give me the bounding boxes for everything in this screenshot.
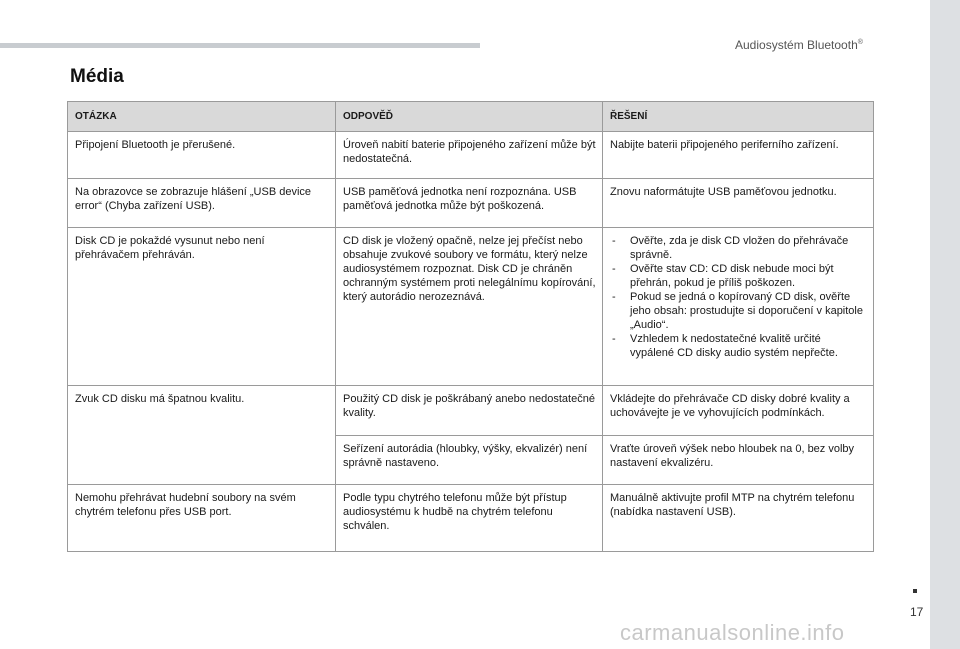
table-row	[68, 386, 874, 436]
side-margin-bar	[930, 0, 960, 649]
table-row	[68, 179, 874, 228]
table-row	[68, 485, 874, 552]
question-cell: Na obrazovce se zobrazuje hlášení „USB device error“ (Chyba zařízení USB).	[68, 179, 336, 228]
page-number: 17	[910, 605, 924, 619]
column-header-question: OTÁZKA	[68, 102, 336, 132]
solution-list	[610, 234, 867, 360]
question-cell: Nemohu přehrávat hudební soubory na svém chytrém telefonu přes USB port.	[68, 485, 336, 552]
solution-list-item: - Ověřte stav CD: CD disk nebude moci být přehrán, pokud je příliš poškozen.	[610, 262, 867, 290]
solution-list-item: - Vzhledem k nedostatečné kvalitě určité vypálené CD disky audio systém nepřečte.	[610, 332, 867, 360]
faq-table	[67, 101, 874, 552]
solution-cell: Manuálně aktivujte profil MTP na chytrém telefonu (nabídka nastavení USB).	[603, 485, 874, 552]
question-cell: Zvuk CD disku má špatnou kvalitu.	[68, 386, 336, 485]
top-accent-bar	[0, 43, 480, 48]
header-title-text: Audiosystém Bluetooth	[735, 38, 858, 52]
answer-cell: Použitý CD disk je poškrábaný anebo nedostatečné kvality.	[336, 386, 603, 436]
question-cell: Disk CD je pokaždé vysunut nebo není přehrávačem přehráván.	[68, 228, 336, 386]
solution-cell	[603, 228, 874, 386]
question-cell: Připojení Bluetooth je přerušené.	[68, 132, 336, 179]
answer-cell: USB paměťová jednotka není rozpoznána. USB paměťová jednotka může být poškozená.	[336, 179, 603, 228]
column-header-answer: ODPOVĚĎ	[336, 102, 603, 132]
column-header-solution: ŘEŠENÍ	[603, 102, 874, 132]
answer-cell: Seřízení autorádia (hloubky, výšky, ekvalizér) není správně nastaveno.	[336, 436, 603, 485]
table-row	[68, 132, 874, 179]
solution-list-item: - Pokud se jedná o kopírovaný CD disk, ověřte jeho obsah: prostudujte si doporučení v kapitole „Audio“.	[610, 290, 867, 332]
answer-cell: Podle typu chytrého telefonu může být přístup audiosystému k hudbě na chytrém telefonu schválen.	[336, 485, 603, 552]
section-title: Média	[70, 66, 124, 87]
table-header-row	[68, 102, 874, 132]
table-row	[68, 228, 874, 386]
solution-cell: Nabijte baterii připojeného periferního zařízení.	[603, 132, 874, 179]
answer-cell: CD disk je vložený opačně, nelze jej přečíst nebo obsahuje zvukové soubory ve formátu, který nelze audiosystémem rozpoznat. Disk CD je chráněn ochranným systémem proti nelegálnímu kopírování, který autorádio nerozeznává.	[336, 228, 603, 386]
page-marker	[913, 589, 917, 593]
solution-list-item: - Ověřte, zda je disk CD vložen do přehrávače správně.	[610, 234, 867, 262]
solution-cell: Znovu naformátujte USB paměťovou jednotku.	[603, 179, 874, 228]
answer-cell: Úroveň nabití baterie připojeného zařízení může být nedostatečná.	[336, 132, 603, 179]
solution-cell: Vkládejte do přehrávače CD disky dobré kvality a uchovávejte je ve vyhovujících podmínkách.	[603, 386, 874, 436]
solution-cell: Vraťte úroveň výšek nebo hloubek na 0, bez volby nastavení ekvalizéru.	[603, 436, 874, 485]
registered-mark: ®	[857, 39, 863, 46]
watermark: carmanualsonline.info	[620, 620, 845, 645]
page-header	[735, 38, 863, 52]
